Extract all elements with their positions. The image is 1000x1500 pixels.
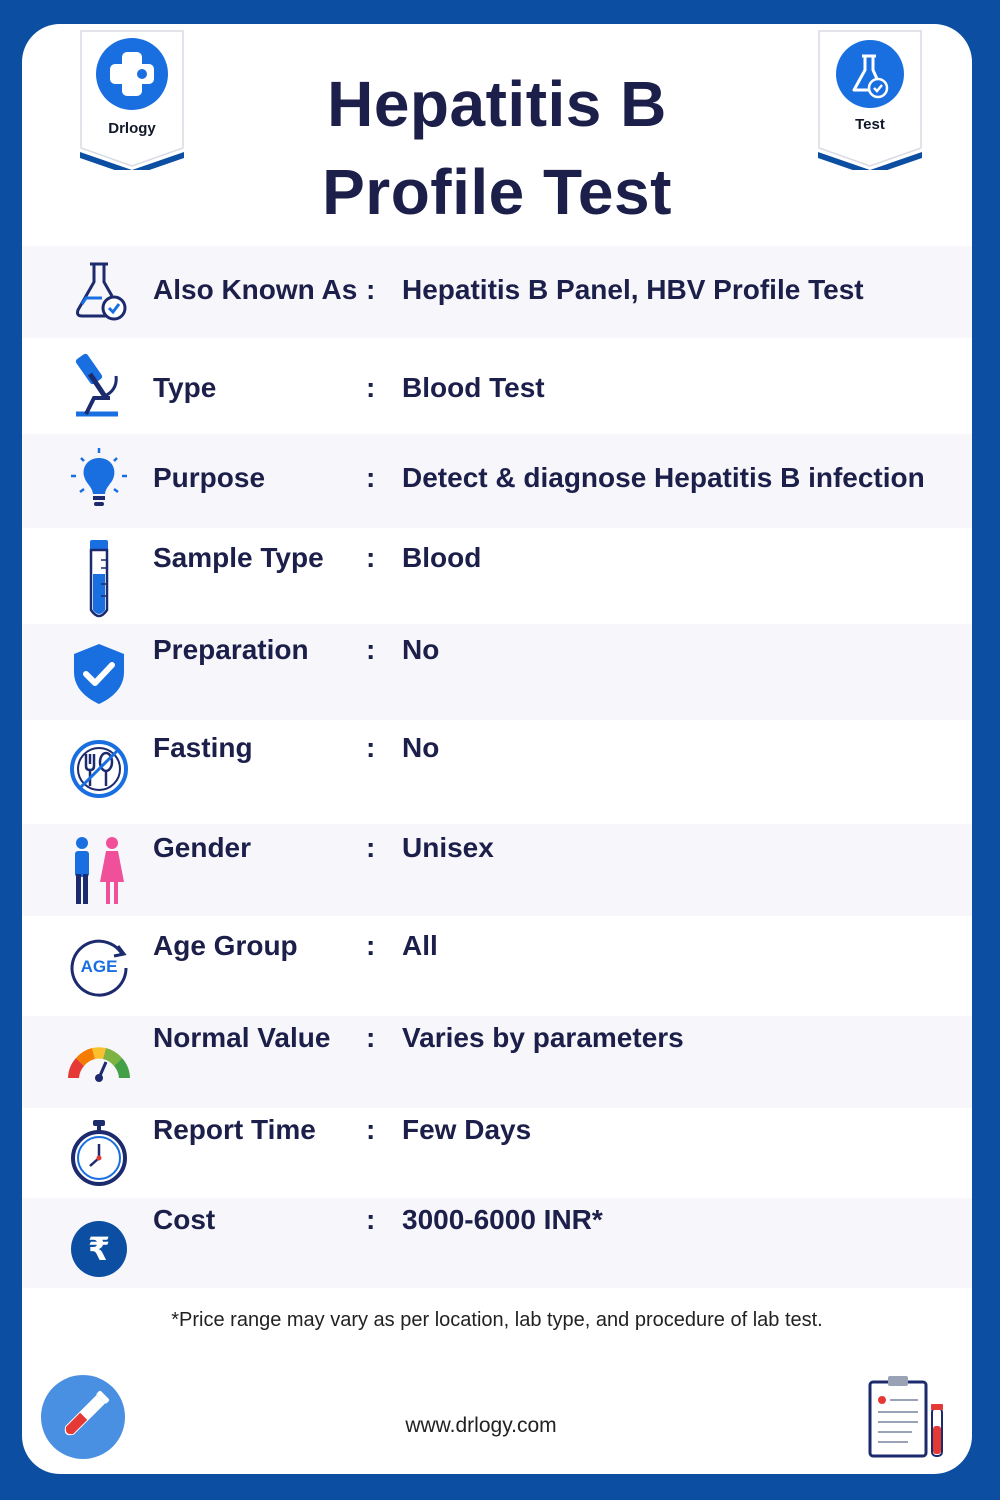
- row-label: Purpose: [153, 462, 266, 493]
- row-value: Blood Test: [402, 372, 545, 403]
- info-row-fasting: [22, 720, 972, 824]
- row-separator: :: [366, 1114, 376, 1145]
- row-value: No: [402, 634, 440, 665]
- row-value: 3000-6000 INR*: [402, 1204, 603, 1235]
- website-link[interactable]: www.drlogy.com: [405, 1414, 557, 1437]
- test-badge: [818, 30, 922, 170]
- info-row-purpose: [22, 434, 972, 528]
- price-disclaimer: *Price range may vary as per location, lab type, and procedure of lab test.: [171, 1309, 823, 1331]
- row-label: Preparation: [153, 634, 309, 665]
- male-female-icon: [66, 836, 132, 906]
- row-label: Gender: [153, 832, 252, 863]
- svg-text:₹: ₹: [87, 1230, 111, 1268]
- row-separator: :: [366, 1022, 376, 1053]
- row-separator: :: [366, 832, 376, 863]
- info-row-type: [22, 338, 972, 434]
- row-separator: :: [366, 634, 376, 665]
- title-line-2: Profile Test: [322, 156, 672, 228]
- medical-cross-icon: [96, 38, 168, 110]
- stopwatch-icon: [66, 1120, 132, 1186]
- row-separator: :: [366, 372, 376, 403]
- row-label: Fasting: [153, 732, 253, 763]
- row-label: Age Group: [153, 930, 298, 961]
- row-label: Also Known As: [153, 274, 358, 305]
- row-label: Type: [153, 372, 217, 403]
- flask-check-icon: [836, 40, 904, 108]
- row-value: Varies by parameters: [402, 1022, 684, 1053]
- info-row-normal-value: [22, 1016, 972, 1108]
- info-row-report-time: [22, 1108, 972, 1198]
- row-value: No: [402, 732, 440, 763]
- flask-check-icon: [66, 258, 132, 324]
- no-food-icon: [66, 736, 132, 802]
- row-separator: :: [366, 1204, 376, 1235]
- row-label: Cost: [153, 1204, 216, 1235]
- svg-text:AGE: AGE: [80, 957, 118, 976]
- info-card: [22, 24, 972, 1474]
- title-line-1: Hepatitis B: [327, 68, 667, 140]
- info-row-also-known-as: [22, 246, 972, 338]
- rupee-icon: [66, 1216, 132, 1282]
- drlogy-badge: [80, 30, 184, 170]
- row-label: Normal Value: [153, 1022, 331, 1053]
- row-value: Detect & diagnose Hepatitis B infection: [402, 462, 925, 493]
- info-row-cost: [22, 1198, 972, 1288]
- row-value: Hepatitis B Panel, HBV Profile Test: [402, 274, 864, 305]
- row-value: All: [402, 930, 438, 961]
- male-icon: [75, 837, 89, 904]
- test-tube-icon: [66, 538, 132, 622]
- drlogy-label: Drlogy: [108, 120, 156, 137]
- info-row-gender: [22, 824, 972, 916]
- info-row-sample-type: [22, 528, 972, 624]
- row-value: Unisex: [402, 832, 494, 863]
- age-icon: [66, 932, 132, 998]
- row-separator: :: [366, 542, 376, 573]
- clipboard-report-icon: [862, 1374, 952, 1460]
- row-value: Blood: [402, 542, 482, 573]
- lightbulb-icon: [66, 446, 132, 512]
- page-title: [252, 60, 742, 236]
- row-label: Report Time: [153, 1114, 316, 1145]
- shield-check-icon: [66, 640, 132, 706]
- row-separator: :: [366, 732, 376, 763]
- row-separator: :: [366, 462, 376, 493]
- test-label: Test: [855, 116, 885, 133]
- microscope-icon: [66, 352, 132, 418]
- row-value: Few Days: [402, 1114, 532, 1145]
- info-row-age-group: [22, 916, 972, 1016]
- gauge-icon: [66, 1036, 132, 1102]
- row-separator: :: [366, 274, 376, 305]
- info-row-preparation: [22, 624, 972, 720]
- row-separator: :: [366, 930, 376, 961]
- female-icon: [100, 837, 124, 904]
- row-label: Sample Type: [153, 542, 324, 573]
